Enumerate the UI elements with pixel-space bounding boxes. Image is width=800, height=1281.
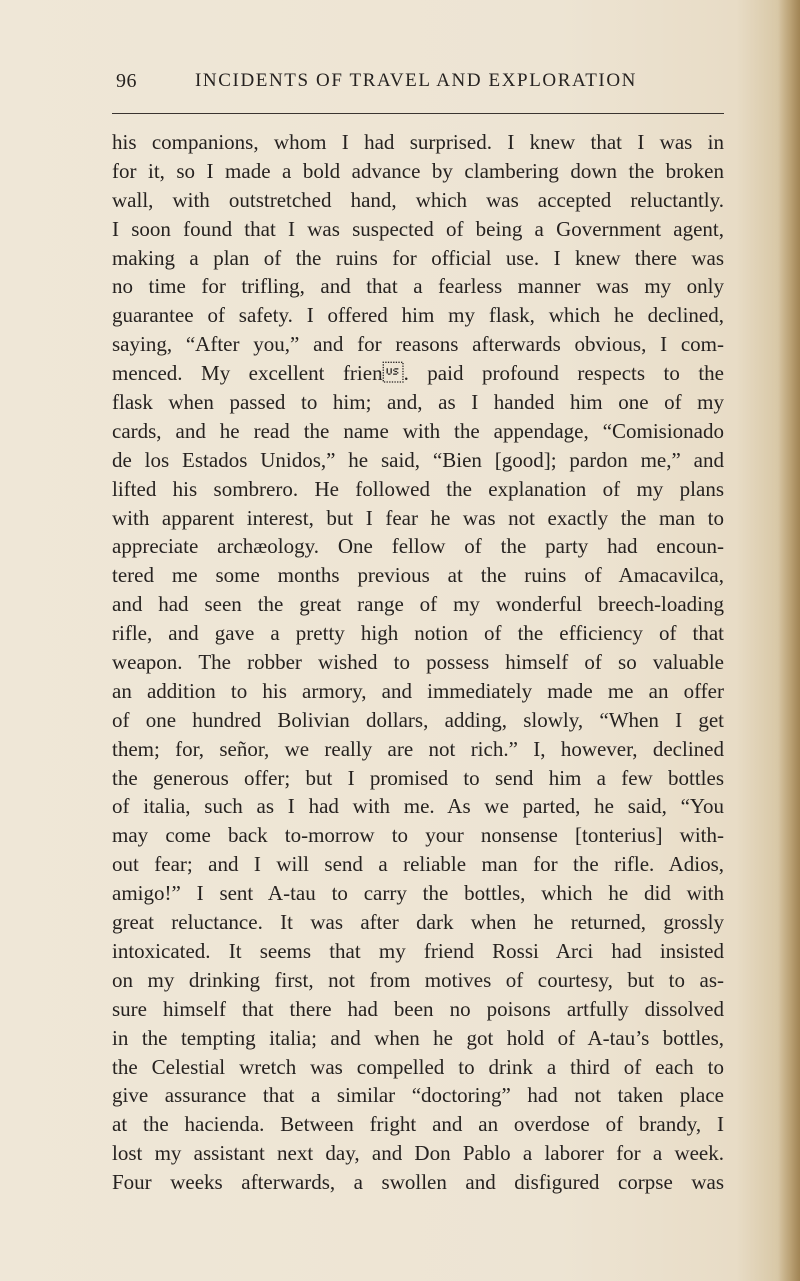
text-line-26: out fear; and I will send a reliable man for the rifle. Adios, [112,852,724,877]
text-line-36: lost my assistant next day, and Don Pablo a laborer for a week. [112,1141,724,1166]
text-line-31: sure himself that there had been no poisons artfully dissolved [112,996,724,1021]
text-line-10: flask when passed to him; and, as I handed him one of my [112,390,724,415]
text-line-25: may come back to-morrow to your nonsense [tonterius] with- [112,823,724,848]
text-line-32: in the tempting italia; and when he got hold of A-tau’s bottles, [112,1025,724,1050]
text-line-4: I soon found that I was suspected of being a Government agent, [112,216,724,241]
text-line-8: saying, “After you,” and for reasons afterwards obvious, I com- [112,332,724,357]
text-line-22: them; for, señor, we really are not rich.” I, however, declined [112,736,724,761]
text-line-15: appreciate archæology. One fellow of the party had encoun- [112,534,724,559]
header-rule [112,113,724,114]
text-line-5: making a plan of the ruins for official use. I knew there was [112,245,724,270]
body-text [112,128,724,1197]
text-line-27: amigo!” I sent A-tau to carry the bottles, which he did with [112,881,724,906]
text-line-34: give assurance that a similar “doctoring” had not taken place [112,1083,724,1108]
page-number: 96 [116,70,137,92]
text-line-20: an addition to his armory, and immediately made me an offer [112,678,724,703]
text-line-12: de los Estados Unidos,” he said, “Bien [good]; pardon me,” and [112,447,724,472]
text-line-2: for it, so I made a bold advance by clambering down the broken [112,158,724,183]
text-line-17: and had seen the great range of my wonderful breech-loading [112,592,724,617]
text-line-6: no time for trifling, and that a fearless manner was my only [112,274,724,299]
text-line-35: at the hacienda. Between fright and an overdose of brandy, I [112,1112,724,1137]
text-line-3: wall, with outstretched hand, which was accepted reluctantly. [112,187,724,212]
text-line-24: of italia, such as I had with me. As we parted, he said, “You [112,794,724,819]
text-line-16: tered me some months previous at the ruins of Amacavilca, [112,563,724,588]
text-line-29: intoxicated. It seems that my friend Rossi Arci had insisted [112,938,724,963]
text-line-21: of one hundred Bolivian dollars, adding, slowly, “When I get [112,707,724,732]
text-line-1: his companions, whom I had surprised. I knew that I was in [112,130,724,154]
text-line-7: guarantee of safety. I offered him my flask, which he declined, [112,303,724,328]
page-edge-shadow [778,0,800,1281]
text-line-33: the Celestial wretch was compelled to drink a third of each to [112,1054,724,1079]
text-line-19: weapon. The robber wished to possess himself of so valuable [112,650,724,675]
text-line-14: with apparent interest, but I fear he was not exactly the man to [112,505,724,530]
text-line-11: cards, and he read the name with the appendage, “Comisionado [112,418,724,443]
text-line-18: rifle, and gave a pretty high notion of the efficiency of that [112,621,724,646]
text-line-28: great reluctance. It was after dark when he returned, grossly [112,910,724,935]
text-line-23: the generous offer; but I promised to send him a few bottles [112,765,724,790]
running-title: INCIDENTS OF TRAVEL AND EXPLORATION [195,70,637,91]
text-line-13: lifted his sombrero. He followed the explanation of my plans [112,476,724,501]
text-line-37: Four weeks afterwards, a swollen and disfigured corpse was [112,1170,724,1195]
text-line-30: on my drinking first, not from motives of courtesy, but to as- [112,967,724,992]
text-line-9: menced. My excellent frien . paid profound respects to the [112,361,724,386]
